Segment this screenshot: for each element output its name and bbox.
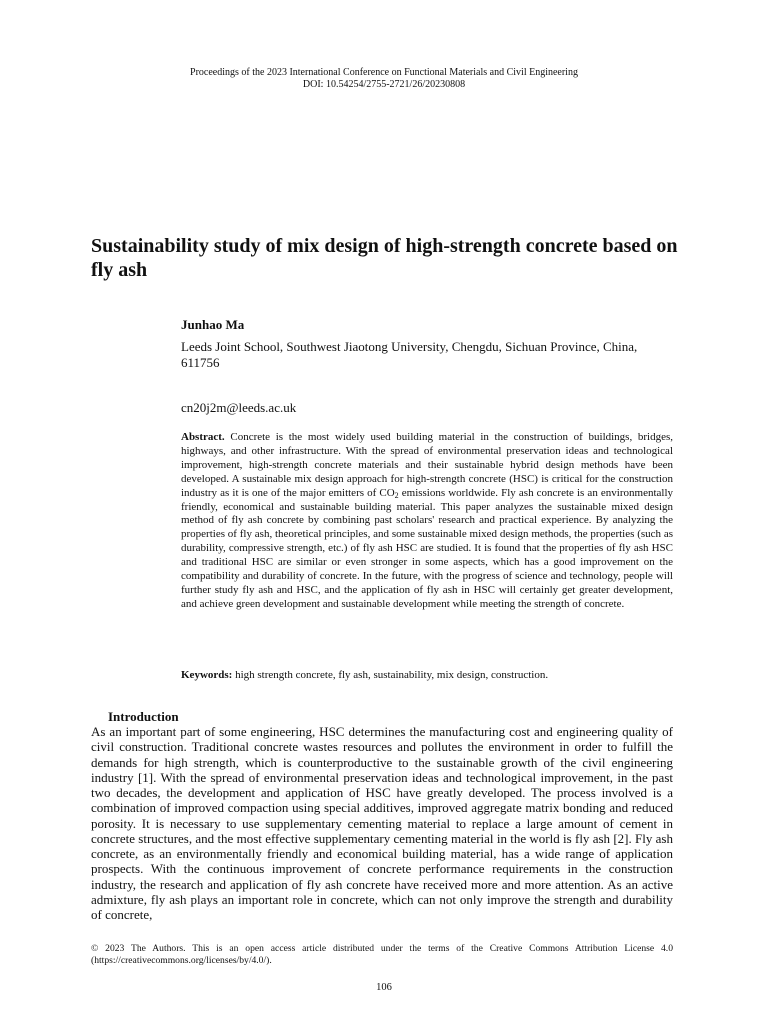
doi-line: DOI: 10.54254/2755-2721/26/20230808 — [302, 78, 466, 90]
keywords-text: high strength concrete, fly ash, sustainability, mix design, construction. — [235, 669, 549, 681]
author-email[interactable]: cn20j2m@leeds.ac.uk — [181, 400, 297, 415]
abstract-label: Abstract. — [181, 431, 225, 443]
abstract-text-part2: emissions worldwide. Fly ash concrete is an environmentally friendly, economical and sustainable building material. This paper analyzes the sustainable mixed design method of fly ash concrete by combining past scholars' research and practical experience. By analyzing the properties of fly ash, theoretical principles, and some sustainable mixed design methods, the properties (such as durability, compressive strength, etc.) of fly ash HSC are studied. It is found that the properties of fly ash HSC and traditional HSC are similar or even stronger in some aspects, which has a good improvement on the compatibility and durability of concrete. In the future, with the progress of science and technology, people will further study fly ash and HSC, and the application of fly ash in HSC will certainly get greater development, and achieve green development and sustainable development while meeting the strength of concrete. — [181, 486, 674, 610]
abstract — [181, 431, 673, 612]
author-name: Junhao Ma — [181, 317, 245, 332]
page-number: 106 — [376, 982, 392, 993]
proceedings-line: Proceedings of the 2023 International Conference on Functional Materials and Civil Engineering — [190, 67, 578, 78]
section-heading-introduction: Introduction — [108, 709, 179, 724]
running-header — [0, 67, 768, 90]
paper-title: Sustainability study of mix design of high-strength concrete based on fly ash — [91, 235, 678, 281]
author-affiliation: Leeds Joint School, Southwest Jiaotong University, Chengdu, Sichuan Province, China, 611756 — [181, 339, 638, 370]
introduction-body: As an important part of some engineering, HSC determines the manufacturing cost and engineering quality of civil construction. Traditional concrete wastes resources and pollutes the environment in order to fulfill the demands for high strength, which is counterproductive to the sustainable growth of the civil engineering industry [1]. With the spread of environmental preservation ideas and technological improvement, in the past two decades, the development and application of HSC have greatly developed. The process involved is a combination of improved compaction using special additives, improved aggregate matrix bonding and reduced porosity. It is necessary to use supplementary cementing material to replace a large amount of cement in concrete structures, and the most effective supplementary cementing material in the world is fly ash [2]. Fly ash concrete, as an environmentally friendly and economical building material, has a wide range of application prospects. With the continuous improvement of concrete performance requirements in the construction industry, the research and application of fly ash concrete have received more and more attention. As an active admixture, fly ash plays an important role in concrete, which can not only improve the strength and durability of concrete, — [91, 724, 673, 922]
license-footnote: © 2023 The Authors. This is an open access article distributed under the terms of the Creative Commons Attribution License 4.0 (https://creativecommons.org/licenses/by/4.0/). — [91, 943, 673, 966]
keywords-label: Keywords: — [181, 669, 233, 681]
keywords — [181, 668, 673, 682]
abstract-subscript: 2 — [394, 490, 399, 500]
abstract-text-part1: Concrete is the most widely used building material in the construction of buildings, bridges, highways, and other infrastructure. With the spread of environmental preservation ideas and technological improvement, high-strength concrete materials and their sustainable hybrid design methods have been developed. A sustainable mix design approach for high-strength concrete (HSC) is critical for the construction industry as it is one of the major emitters of CO — [181, 431, 674, 499]
